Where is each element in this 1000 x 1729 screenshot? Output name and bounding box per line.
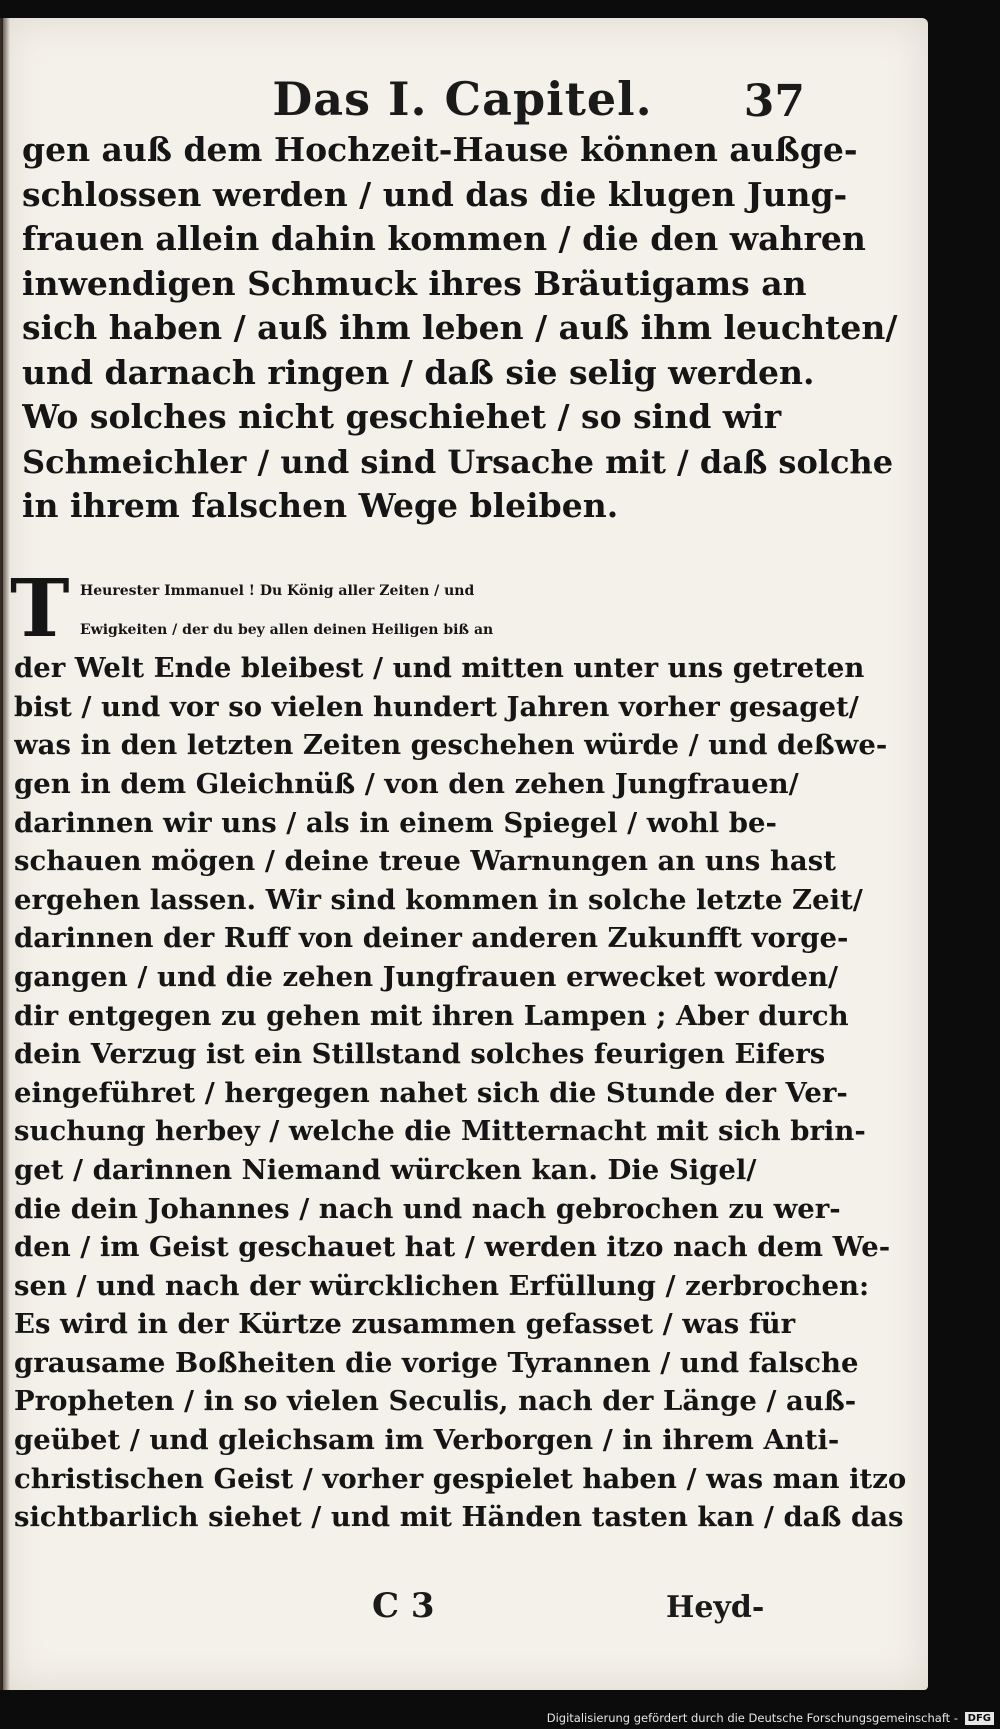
prayer-paragraph (14, 572, 906, 1537)
text-line: Es wird in der Kürtze zusammen gefasset / was für (14, 1308, 796, 1341)
page-number: 37 (743, 76, 805, 127)
text-line: dein Verzug ist ein Stillstand solches feurigen Eifers (14, 1038, 826, 1071)
text-line: frauen allein dahin kommen / die den wahren (22, 219, 866, 258)
text-line: suchung herbey / welche die Mitternacht mit sich brin- (14, 1115, 866, 1148)
text-line: der Welt Ende bleibest / und mitten unter uns getreten (14, 652, 865, 685)
text-line: gangen / und die zehen Jungfrauen erwecket worden/ (14, 960, 839, 993)
text-line: schlossen werden / und das die klugen Jung- (22, 174, 848, 214)
text-line: bist / und vor so vielen hundert Jahren vorher gesaget/ (14, 690, 859, 723)
text-line: geübet / und gleichsam im Verborgen / in ihrem Anti- (14, 1424, 840, 1457)
text-line: sich haben / auß ihm leben / auß ihm leuchten/ (22, 308, 898, 347)
text-line: get / darinnen Niemand würcken kan. Die Sigel/ (14, 1153, 757, 1186)
text-line: darinnen wir uns / als in einem Spiegel / wohl be- (14, 806, 777, 839)
text-line: eingeführet / hergegen nahet sich die Stunde der Ver- (14, 1076, 848, 1109)
page-footer (0, 1586, 925, 1636)
text-line: inwendigen Schmuck ihres Bräutigams an (22, 263, 807, 303)
text-line: die dein Johannes / nach und nach gebrochen zu wer- (14, 1192, 841, 1225)
paragraph-continued (22, 128, 902, 529)
text-line: Wo solches nicht geschiehet / so sind wir (22, 397, 782, 436)
running-title: Das I. Capitel. (272, 72, 653, 126)
catchword: Heyd- (666, 1590, 765, 1625)
dfg-logo: DFG (965, 1712, 994, 1725)
funding-notice-text: Digitalisierung gefördert durch die Deutsche Forschungsgemeinschaft - (546, 1711, 958, 1725)
text-line: dir entgegen zu gehen mit ihren Lampen ; Aber durch (14, 999, 849, 1032)
funding-notice (547, 1711, 994, 1725)
text-line: sichtbarlich siehet / und mit Händen tasten kan / daß das (14, 1501, 904, 1534)
text-line: sen / und nach der würcklichen Erfüllung / zerbrochen: (14, 1269, 870, 1302)
text-line: christischen Geist / vorher gespielet haben / was man itzo (14, 1462, 906, 1495)
text-line: Propheten / in so vielen Seculis, nach der Länge / auß- (14, 1385, 857, 1418)
text-line: ergehen lassen. Wir sind kommen in solche letzte Zeit/ (14, 883, 863, 916)
text-line: Schmeichler / und sind Ursache mit / daß solche (22, 442, 894, 481)
drop-cap-initial: T (10, 561, 70, 655)
text-line: und darnach ringen / daß sie selig werden. (22, 352, 815, 392)
text-line: was in den letzten Zeiten geschehen würde / und deßwe- (14, 729, 888, 762)
text-line: in ihrem falschen Wege bleiben. (22, 486, 619, 525)
text-line: den / im Geist geschauet hat / werden itzo nach dem We- (14, 1231, 891, 1264)
text-line: grausame Boßheiten die vorige Tyrannen / und falsche (14, 1346, 859, 1379)
text-line: Ewigkeiten / der du bey allen deinen Heiligen biß an (80, 621, 494, 638)
text-line: gen auß dem Hochzeit-Hause können außge- (22, 130, 858, 169)
signature-mark: C 3 (372, 1586, 435, 1626)
page-header (0, 72, 925, 132)
text-line: darinnen der Ruff von deiner anderen Zukunfft vorge- (14, 922, 849, 955)
page-binding-edge (0, 18, 10, 1690)
text-line: Heurester Immanuel ! Du König aller Zeiten / und (80, 583, 475, 599)
text-line: schauen mögen / deine treue Warnungen an uns hast (14, 845, 836, 878)
text-line: gen in dem Gleichnüß / von den zehen Jungfrauen/ (14, 767, 799, 800)
